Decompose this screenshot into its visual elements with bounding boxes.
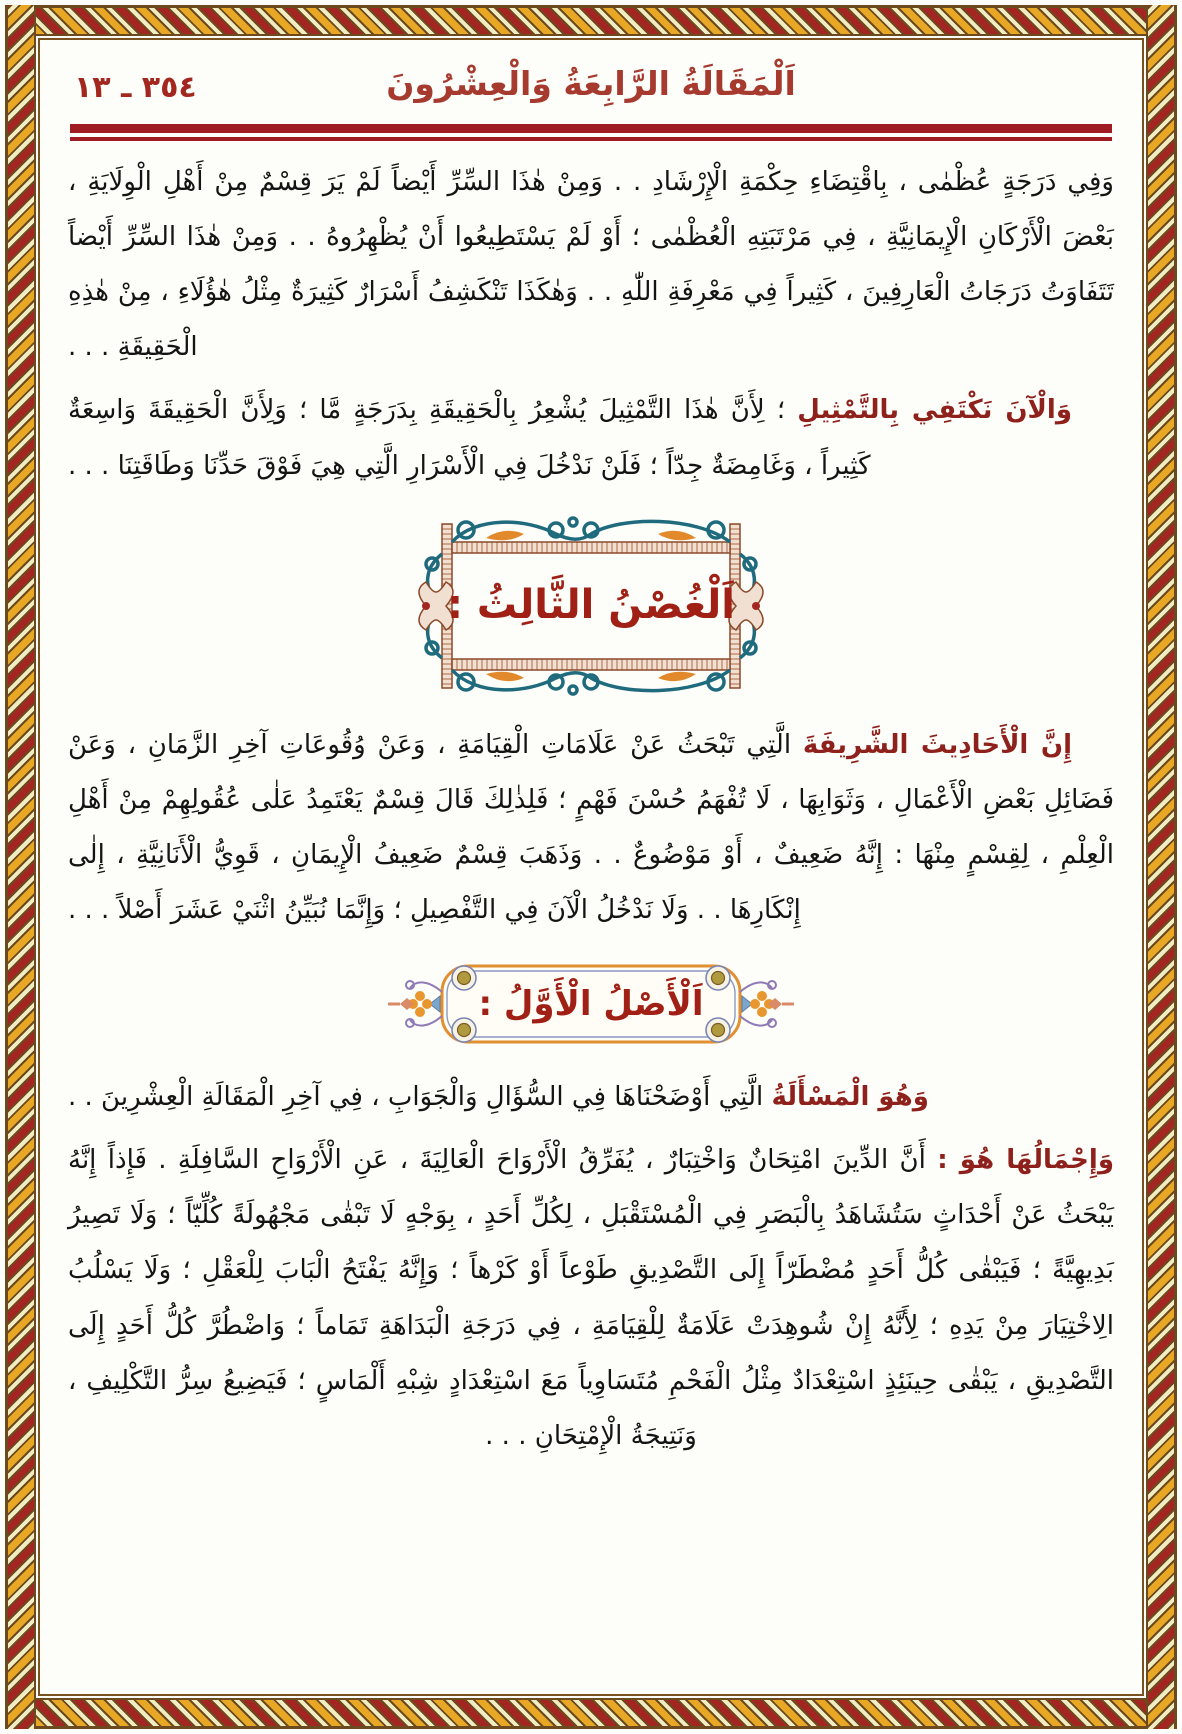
page-content xyxy=(42,42,1140,1692)
ghusn-cartouche xyxy=(406,508,776,704)
paragraph xyxy=(68,155,1114,375)
paragraph xyxy=(68,1070,1114,1125)
paragraph-lead-red: إِنَّ الْأَحَادِيثَ الشَّرِيفَةَ xyxy=(802,729,1072,760)
chain-border-left xyxy=(5,5,36,1729)
asl-heading: اَلْأَصْلُ الْأَوَّلُ : xyxy=(478,984,704,1025)
page-title: اَلْمَقَالَةُ الرَّابِعَةُ وَالْعِشْرُونَ xyxy=(386,64,796,103)
asl-cartouche xyxy=(386,952,796,1056)
body-text xyxy=(68,155,1114,1464)
paragraph-body: الَّتِي تَبْحَثُ عَنْ عَلَامَاتِ الْقِيَامَةِ ، وَعَنْ وُقُوعَاتِ آخِرِ الزَّمَانِ ، وَعَنْ فَضَائِلِ بَعْضِ الْأَعْمَالِ ، وَثَوَابِهَا ، لَا تُفْهَمُ حُسْنَ فَهْمٍ ؛ فَلِذٰلِكَ قَالَ قِسْمٌ يَعْتَمِدُ عَلٰى عُقُولِهِمْ مِنْ أَهْلِ الْعِلْمِ ، لِقِسْمٍ مِنْهَا : إِنَّهُ ضَعِيفٌ ، أَوْ مَوْضُوعٌ . . وَذَهَبَ قِسْمٌ ضَعِيفُ الْإِيمَانِ ، قَوِيُّ الْأَنَانِيَّةِ ، إِلٰى إِنْكَارِهَا . . وَلَا نَدْخُلُ الْآنَ فِي التَّفْصِيلِ ؛ وَإِنَّمَا نُبَيِّنُ اثْنَيْ عَشَرَ أَصْلاً . . . xyxy=(68,729,1114,925)
chain-border-right xyxy=(1146,5,1177,1729)
chain-border-top xyxy=(5,5,1177,36)
paragraph-body: وَفِي دَرَجَةٍ عُظْمٰى ، بِاقْتِضَاءِ حِكْمَةِ الْإِرْشَادِ . . وَمِنْ هٰذَا السِّرِّ أَيْضاً لَمْ يَرَ قِسْمٌ مِنْ أَهْلِ الْوِلَايَةِ ، بَعْضَ الْأَرْكَانِ الْإِيمَانِيَّةِ ، فِي مَرْتَبَتِهِ الْعُظْمٰى ؛ أَوْ لَمْ يَسْتَطِيعُوا أَنْ يُظْهِرُوهُ . . وَمِنْ هٰذَا السِّرِّ أَيْضاً تَتَفَاوَتُ دَرَجَاتُ الْعَارِفِينَ ، كَثِيراً فِي مَعْرِفَةِ اللّٰهِ . . وَهٰكَذَا تَنْكَشِفُ أَسْرَارٌ كَثِيرَةٌ مِثْلُ هٰؤُلَاءِ ، مِنْ هٰذِهِ الْحَقِيقَةِ . . . xyxy=(68,167,1114,363)
chain-border-bottom xyxy=(5,1698,1177,1729)
paragraph xyxy=(68,383,1114,493)
paragraph-lead-red: وَالْآنَ نَكْتَفِي بِالتَّمْثِيلِ xyxy=(797,395,1072,426)
paragraph xyxy=(68,1133,1114,1464)
header-rule-thin xyxy=(70,137,1112,141)
header-rule-thick xyxy=(70,124,1112,133)
paragraph-body: الَّتِي أَوْضَحْنَاهَا فِي السُّؤَالِ وَالْجَوَابِ ، فِي آخِرِ الْمَقَالَةِ الْعِشْرِينَ . . xyxy=(68,1082,772,1113)
page-number: ٣٥٤ ـ ١٣ xyxy=(74,70,197,105)
paragraph-body: ؛ لِأَنَّ هٰذَا التَّمْثِيلَ يُشْعِرُ بِالْحَقِيقَةِ بِدَرَجَةٍ مَّا ؛ وَلِأَنَّ الْحَقِيقَةَ وَاسِعَةٌ كَثِيراً ، وَغَامِضَةٌ جِدّاً ؛ فَلَنْ نَدْخُلَ فِي الْأَسْرَارِ الَّتِي هِيَ فَوْقَ حَدِّنَا وَطَاقَتِنَا . . . xyxy=(68,395,871,481)
ghusn-heading: اَلْغُصْنُ الثَّالِثُ : xyxy=(447,582,736,629)
paragraph xyxy=(68,718,1114,938)
paragraph-body: أَنَّ الدِّينَ امْتِحَانٌ وَاخْتِبَارٌ ، يُفَرِّقُ الْأَرْوَاحَ الْعَالِيَةَ ، عَنِ الْأَرْوَاحِ السَّافِلَةِ . فَإِذاً إِنَّهُ يَبْحَثُ عَنْ أَحْدَاثٍ سَتُشَاهَدُ بِالْبَصَرِ فِي الْمُسْتَقْبَلِ ، لِكُلِّ أَحَدٍ ، بِوَجْهٍ لَا تَبْقٰى مَجْهُولَةً كُلِّيّاً ؛ وَلَا تَصِيرُ بَدِيهِيَّةً ؛ فَيَبْقٰى كُلُّ أَحَدٍ مُضْطَرّاً إِلَى التَّصْدِيقِ طَوْعاً أَوْ كَرْهاً ؛ وَإِنَّهُ يَفْتَحُ الْبَابَ لِلْعَقْلِ ؛ وَلَا يَسْلُبُ الِاخْتِيَارَ مِنْ يَدِهِ ؛ لِأَنَّهُ إِنْ شُوهِدَتْ عَلَامَةٌ لِلْقِيَامَةِ ، فِي دَرَجَةِ الْبَدَاهَةِ تَمَاماً ؛ وَاضْطُرَّ كُلُّ أَحَدٍ إِلَى التَّصْدِيقِ ، يَبْقٰى حِينَئِذٍ اسْتِعْدَادٌ مِثْلُ الْفَحْمِ مُتَسَاوِياً مَعَ اسْتِعْدَادٍ شِبْهِ أَلْمَاسٍ ؛ فَيَضِيعُ سِرُّ التَّكْلِيفِ ، وَنَتِيجَةُ الْإِمْتِحَانِ . . . xyxy=(68,1145,1114,1451)
paragraph-lead-red: وَهُوَ الْمَسْأَلَةُ xyxy=(771,1082,929,1113)
paragraph-lead-red: وَإِجْمَالُهَا هُوَ : xyxy=(937,1145,1114,1176)
page-header xyxy=(68,56,1114,120)
